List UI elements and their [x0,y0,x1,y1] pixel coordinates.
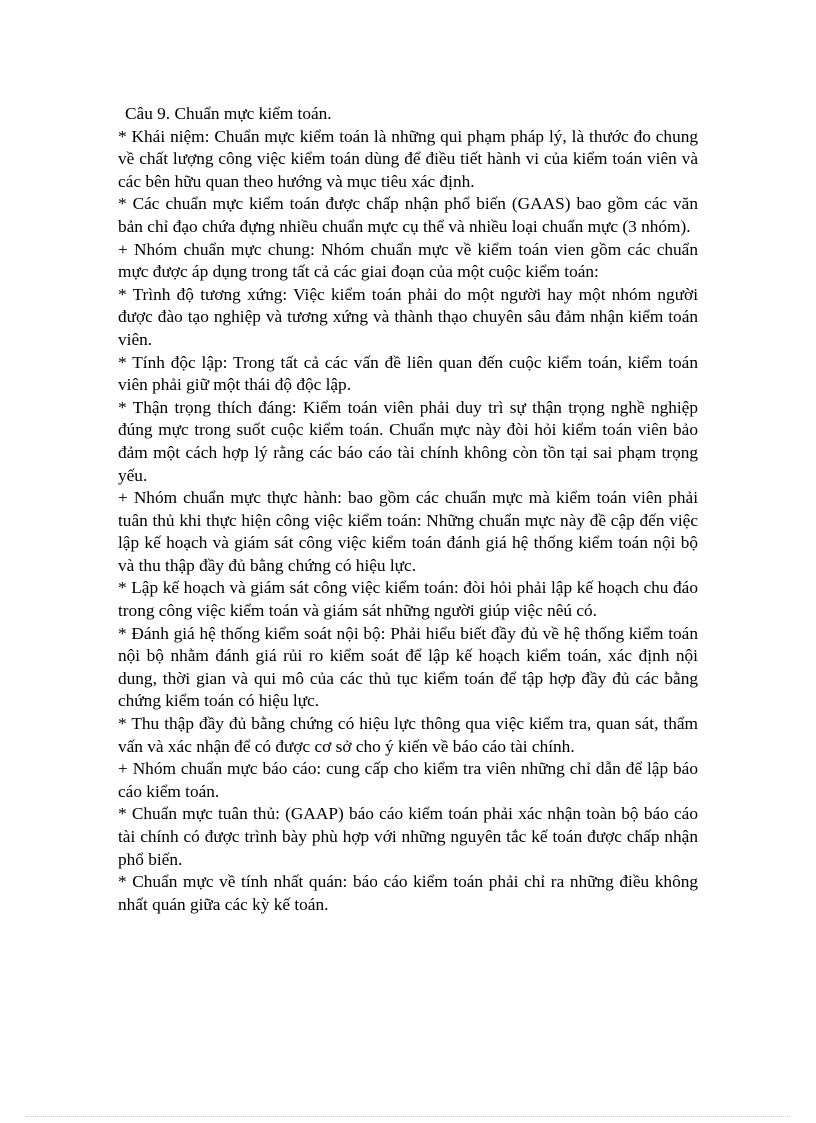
section-heading: Câu 9. Chuẩn mực kiểm toán. [125,104,332,123]
paragraph-planning: * Lập kế hoạch và giám sát công việc kiểm toán: đòi hỏi phải lập kế hoạch chu đáo trong công việc kiểm toán và giám sát những người giúp việc nêú có. [118,578,698,621]
paragraph-independence: * Tính độc lập: Trong tất cả các vấn đề liên quan đến cuộc kiểm toán, kiểm toán viên phải giữ một thái độ độc lập. [118,352,698,395]
paragraph-evidence: * Thu thập đầy đủ bằng chứng có hiệu lực thông qua việc kiểm tra, quan sát, thẩm vấn và xác nhận để có được cơ sở cho ý kiến về báo cáo tài chính. [118,714,698,756]
paragraph-internal-control: * Đánh giá hệ thống kiểm soát nội bộ: Phải hiểu biết đầy đủ về hệ thống kiểm toán nội bộ nhằm đánh giá rủi ro kiểm soát để lập kế hoạch kiểm toán, xác định nội dung, thời gian và qui mô của các thủ tục kiểm toán để tập hợp đầy đủ các bằng chứng kiểm toán có hiệu lực. [118,623,698,711]
paragraph-consistency: * Chuẩn mực về tính nhất quán: báo cáo kiểm toán phải chỉ ra những điều không nhất quán giữa các kỳ kế toán. [118,872,698,914]
paragraph-gaas: * Các chuẩn mực kiểm toán được chấp nhận phổ biến (GAAS) bao gồm các văn bản chỉ đạo chứa đựng nhiều chuẩn mực cụ thể và nhiều loại chuẩn mực (3 nhóm). [118,194,698,236]
paragraph-due-care: * Thận trọng thích đáng: Kiểm toán viên phải duy trì sự thận trọng nghề nghiệp đúng mực trong suốt cuộc kiểm toán. Chuẩn mực này đòi hỏi kiểm toán viên bảo đảm một cách hợp lý rằng các báo cáo tài chính không còn tồn tại sai phạm trọng yếu. [118,397,698,485]
page-bottom-edge [26,1116,790,1117]
document-body [118,103,698,916]
paragraph-fieldwork-standards: + Nhóm chuẩn mực thực hành: bao gồm các chuẩn mực mà kiểm toán viên phải tuân thủ khi thực hiện công việc kiểm toán: Những chuẩn mực này đề cập đến việc lập kế hoạch và giám sát công việc kiểm toán đánh giá hệ thống kiểm toán nội bộ và thu thập đầy đủ bằng chứng có hiệu lực. [118,488,698,575]
paragraph-concept: * Khái niệm: Chuẩn mực kiểm toán là những qui phạm pháp lý, là thước đo chung về chất lượng công việc kiểm toán dùng để điều tiết hành vi của kiểm toán viên và các bên hữu quan theo hướng và mục tiêu xác định. [118,126,698,191]
paragraph-competence: * Trình độ tương xứng: Việc kiểm toán phải do một người hay một nhóm người được đào tạo nghiệp và tương xứng và thành thạo chuyên sâu đảm nhận kiểm toán viên. [118,284,698,349]
paragraph-reporting-standards: + Nhóm chuẩn mực báo cáo: cung cấp cho kiểm tra viên những chỉ dẫn để lập báo cáo kiểm toán. [118,759,698,801]
paragraph-general-standards: + Nhóm chuẩn mực chung: Nhóm chuẩn mực về kiểm toán vien gồm các chuẩn mực được áp dụng trong tất cả các giai đoạn của một cuộc kiểm toán: [118,239,698,282]
paragraph-compliance: * Chuẩn mực tuân thủ: (GAAP) báo cáo kiểm toán phải xác nhận toàn bộ báo cáo tài chính có được trình bày phù hợp với những nguyên tắc kế toán được chấp nhận phổ biến. [118,804,698,869]
